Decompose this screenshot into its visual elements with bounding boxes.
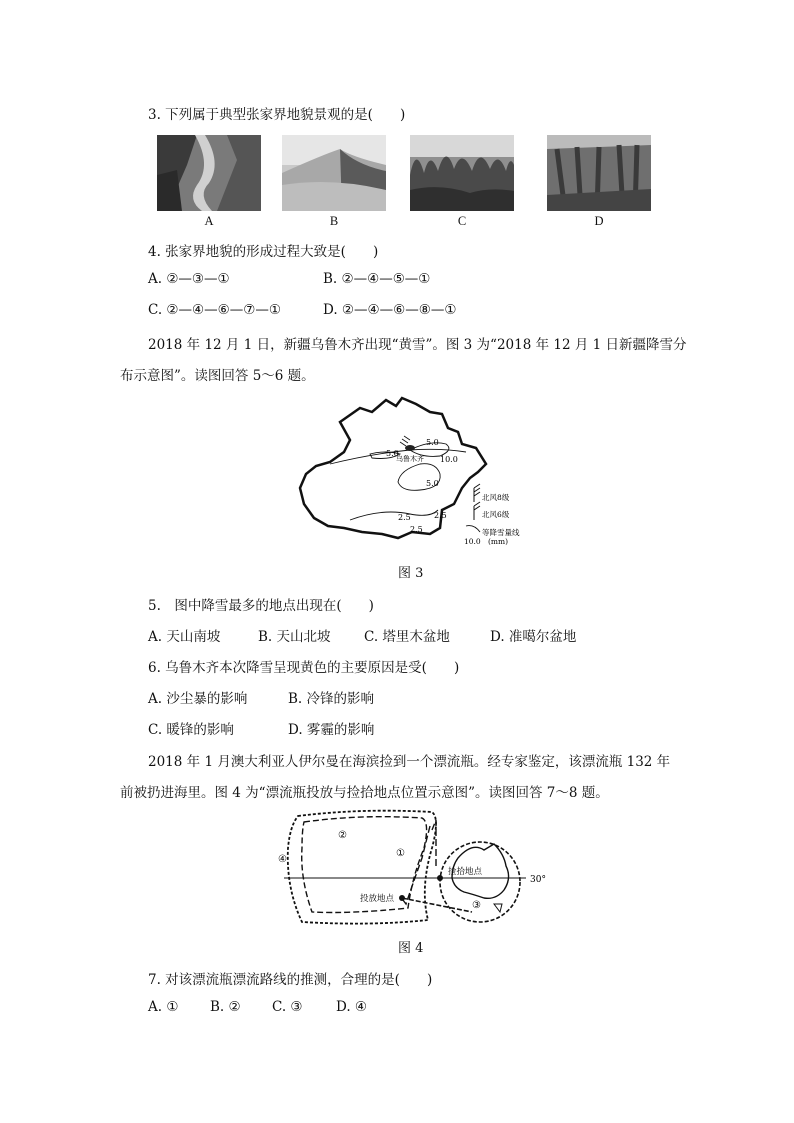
q5-stem: 5. 图中降雪最多的地点出现在( ) xyxy=(148,598,374,614)
legend-isoline-value: 10.0 xyxy=(464,537,481,546)
isoline-legend-icon xyxy=(466,526,480,532)
q3-stem: 3. 下列属于典型张家界地貌景观的是( ) xyxy=(148,107,406,123)
legend-wind-6: 北风6级 xyxy=(482,510,510,519)
fig3-caption: 图 3 xyxy=(398,566,424,581)
photo-c-karst xyxy=(410,135,514,211)
q5-option-b: B. 天山北坡 xyxy=(258,629,331,645)
q6-option-c: C. 暖锋的影响 xyxy=(148,722,234,738)
contour-label-4: 5.0 xyxy=(426,479,439,488)
q7-option-c: C. ③ xyxy=(272,999,303,1015)
route-3-path xyxy=(402,898,472,912)
photo-d-cliffs xyxy=(547,135,651,211)
q6-option-d: D. 雾霾的影响 xyxy=(288,722,375,738)
q7-option-b: B. ② xyxy=(210,999,241,1015)
contour-label-2: 5.0 xyxy=(386,449,399,458)
passage1-line1: 2018 年 12 月 1 日，新疆乌鲁木齐出现“黄雪”。图 3 为“2018 年 12 月 1 日新疆降雪分 xyxy=(148,337,687,353)
release-label: 投放地点 xyxy=(360,894,395,904)
q6-option-b: B. 冷锋的影响 xyxy=(288,691,375,707)
q5-option-a: A. 天山南坡 xyxy=(148,629,221,645)
contour-label-7: 2.5 xyxy=(410,525,423,534)
release-point-icon xyxy=(399,895,405,901)
passage1-line2: 布示意图”。读图回答 5～6 题。 xyxy=(120,368,315,384)
route-4-path xyxy=(288,811,436,924)
q6-stem: 6. 乌鲁木齐本次降雪呈现黄色的主要原因是受( ) xyxy=(148,660,460,676)
photo-b-dune xyxy=(282,135,386,211)
q7-stem: 7. 对该漂流瓶漂流路线的推测，合理的是( ) xyxy=(148,972,433,988)
photo-label-b: B xyxy=(329,214,339,228)
drift-bottle-route-map xyxy=(272,808,552,932)
pickup-label: 捡拾地点 xyxy=(448,867,483,877)
passage2-line2: 前被扔进海里。图 4 为“漂流瓶投放与捡拾地点位置示意图”。读图回答 7～8 题。 xyxy=(120,785,609,801)
q4-option-a: A. ②—③—① xyxy=(148,271,230,287)
passage2-line1: 2018 年 1 月澳大利亚人伊尔曼在海滨捡到一个漂流瓶。经专家鉴定，该漂流瓶 132 年 xyxy=(148,754,671,770)
route-label-4: ④ xyxy=(278,854,287,865)
legend-isoline-unit: (mm) xyxy=(488,537,509,546)
q7-option-d: D. ④ xyxy=(336,999,368,1015)
photo-a-canyon xyxy=(157,135,261,211)
xinjiang-snowfall-map xyxy=(290,392,530,552)
q4-option-d: D. ②—④—⑥—⑧—① xyxy=(323,302,457,318)
wind-6-icon xyxy=(474,502,480,520)
q6-option-a: A. 沙尘暴的影响 xyxy=(148,691,248,707)
contour-label-6: 2.5 xyxy=(434,511,447,520)
photo-label-c: C xyxy=(457,214,467,228)
legend-isoline: 等降雪量线 xyxy=(482,528,520,537)
route-label-1: ① xyxy=(396,848,405,859)
q5-option-d: D. 准噶尔盆地 xyxy=(490,629,577,645)
photo-label-a: A xyxy=(204,214,214,228)
city-label-urumqi: 乌鲁木齐 xyxy=(396,455,424,463)
q7-option-a: A. ① xyxy=(148,999,179,1015)
q4-option-b: B. ②—④—⑤—① xyxy=(323,271,431,287)
wind-8-icon xyxy=(474,484,480,502)
contour-label-1: 5.0 xyxy=(426,438,439,447)
photo-label-d: D xyxy=(594,214,604,228)
pickup-point-icon xyxy=(437,875,443,881)
fig4-caption: 图 4 xyxy=(398,941,424,956)
contour-label-5: 2.5 xyxy=(398,513,411,522)
q5-option-c: C. 塔里木盆地 xyxy=(364,629,450,645)
route-label-2: ② xyxy=(338,830,347,841)
legend-wind-8: 北风8级 xyxy=(482,493,510,502)
route-label-3: ③ xyxy=(472,900,481,911)
q4-option-c: C. ②—④—⑥—⑦—① xyxy=(148,302,281,318)
contour-label-3: 10.0 xyxy=(440,455,458,464)
latitude-label: 30° xyxy=(530,875,546,885)
q4-stem: 4. 张家界地貌的形成过程大致是( ) xyxy=(148,244,379,260)
